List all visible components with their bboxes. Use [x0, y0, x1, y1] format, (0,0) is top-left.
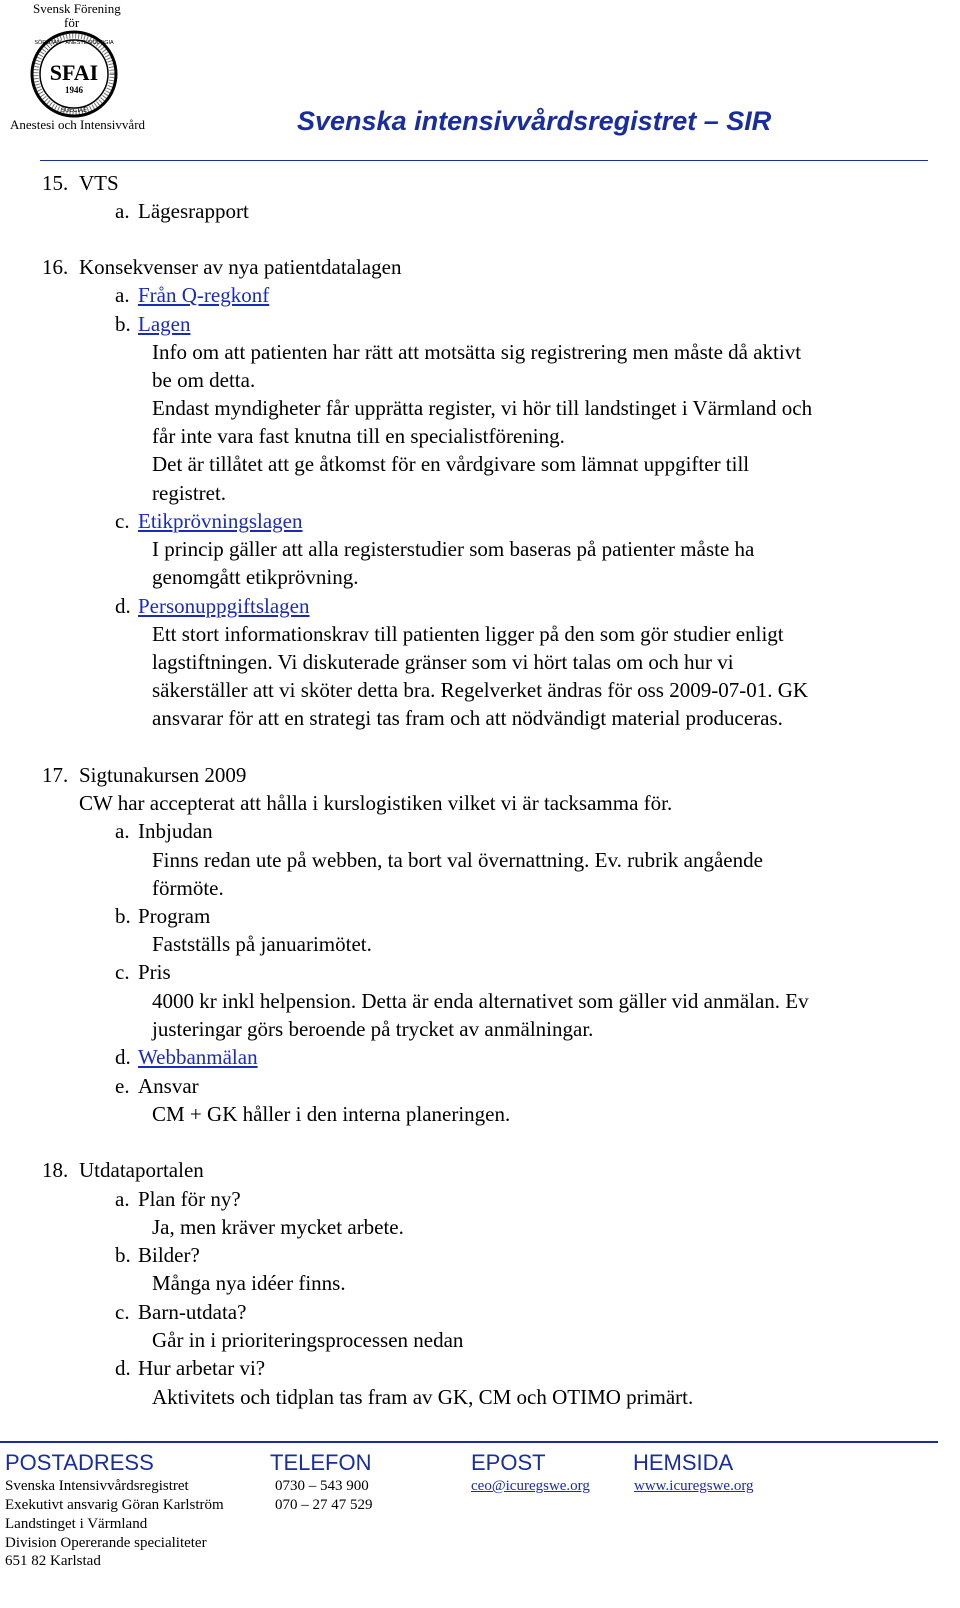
- footer-address-line: Division Opererande specialiteter: [5, 1535, 207, 1551]
- sub-item-title: Plan för ny?: [138, 1187, 241, 1211]
- sub-item-letter: c.: [115, 960, 130, 984]
- footer-website-link[interactable]: www.icuregswe.org: [634, 1478, 754, 1494]
- paragraph-line: får inte vara fast knutna till en specialistförening.: [152, 424, 565, 448]
- seal-year-text: 1946: [65, 85, 83, 95]
- footer-heading-hemsida: HEMSIDA: [633, 1450, 734, 1475]
- paragraph-line: justeringar görs beroende på trycket av anmälningar.: [152, 1017, 594, 1041]
- paragraph-line: be om detta.: [152, 368, 256, 392]
- paragraph-line: Finns redan ute på webben, ta bort val övernattning. Ev. rubrik angående: [152, 848, 763, 872]
- paragraph-line: säkerställer att vi sköter detta bra. Regelverket ändras för oss 2009-07-01. GK: [152, 678, 809, 702]
- logo-caption: Anestesi och Intensivvård: [10, 117, 146, 132]
- item-number: 15.: [42, 171, 69, 195]
- paragraph-line: Fastställs på januarimötet.: [152, 932, 372, 956]
- sub-item-letter: b.: [115, 904, 131, 928]
- link-fran-q-regkonf[interactable]: Från Q-regkonf: [138, 283, 270, 307]
- sub-item-letter: b.: [115, 312, 131, 336]
- footer-address-line: Landstinget i Värmland: [5, 1516, 148, 1532]
- sub-item-title: Hur arbetar vi?: [138, 1356, 266, 1380]
- section-heading: Konsekvenser av nya patientdatalagen: [79, 255, 402, 279]
- sub-item-title: Pris: [138, 960, 171, 984]
- footer-heading-telefon: TELEFON: [270, 1450, 372, 1475]
- seal-ring-text: SÖRUTAN · ANESTESIOLOGIA: [34, 40, 114, 46]
- footer-heading-postadress: POSTADRESS: [5, 1450, 154, 1475]
- sub-item-letter: c.: [115, 1300, 130, 1324]
- sub-item-title: Program: [138, 904, 211, 928]
- paragraph-line: Många nya idéer finns.: [152, 1271, 346, 1295]
- paragraph-line: I princip gäller att alla registerstudier som baseras på patienter måste ha: [152, 537, 755, 561]
- section-heading: Sigtunakursen 2009: [79, 763, 247, 787]
- footer-divider: [0, 1441, 938, 1443]
- footer-phone: 0730 – 543 900: [275, 1478, 369, 1494]
- sub-item-letter: a.: [115, 819, 130, 843]
- item-number: 17.: [42, 763, 69, 787]
- link-personuppgiftslagen[interactable]: Personuppgiftslagen: [138, 594, 310, 618]
- sub-item-letter: b.: [115, 1243, 131, 1267]
- link-etikprovningslagen[interactable]: Etikprövningslagen: [138, 509, 303, 533]
- logo-org-name-line1: Svensk Förening: [33, 1, 121, 16]
- paragraph-line: förmöte.: [152, 876, 224, 900]
- section-heading: VTS: [79, 171, 119, 195]
- sub-item-letter: a.: [115, 283, 130, 307]
- footer-address-line: Svenska Intensivvårdsregistret: [5, 1478, 189, 1494]
- footer-heading-epost: EPOST: [471, 1450, 546, 1475]
- sub-item-letter: d.: [115, 1356, 131, 1380]
- item-number: 16.: [42, 255, 69, 279]
- sub-item-title: Inbjudan: [138, 819, 213, 843]
- sub-item-letter: a.: [115, 199, 130, 223]
- paragraph-line: CM + GK håller i den interna planeringen.: [152, 1102, 511, 1126]
- paragraph-line: 4000 kr inkl helpension. Detta är enda alternativet som gäller vid anmälan. Ev: [152, 989, 809, 1013]
- sub-item-title: Bilder?: [138, 1243, 200, 1267]
- paragraph-line: genomgått etikprövning.: [152, 565, 359, 589]
- section-heading: Utdataportalen: [79, 1158, 204, 1182]
- seal-center-text: SFAI: [49, 60, 99, 85]
- sub-item-letter: d.: [115, 1045, 131, 1069]
- footer-address-line: Exekutivt ansvarig Göran Karlström: [5, 1497, 224, 1513]
- sub-item-letter: c.: [115, 509, 130, 533]
- paragraph-line: Det är tillåtet att ge åtkomst för en vårdgivare som lämnat uppgifter till: [152, 452, 750, 476]
- paragraph-line: lagstiftningen. Vi diskuterade gränser som vi hört talas om och hur vi: [152, 650, 734, 674]
- paragraph-line: Går in i prioriteringsprocessen nedan: [152, 1328, 464, 1352]
- logo-org-name-line2: för: [64, 15, 80, 30]
- seal-sub-text: SUECIAE: [60, 108, 88, 114]
- section-intro: CW har accepterat att hålla i kurslogistiken vilket vi är tacksamma för.: [79, 791, 673, 815]
- footer-email-link[interactable]: ceo@icuregswe.org: [471, 1478, 590, 1494]
- item-number: 18.: [42, 1158, 69, 1182]
- sfai-seal-logo: [30, 30, 118, 118]
- paragraph-line: Ett stort informationskrav till patienten ligger på den som gör studier enligt: [152, 622, 784, 646]
- paragraph-line: Aktivitets och tidplan tas fram av GK, CM och OTIMO primärt.: [152, 1385, 694, 1409]
- document-header-title: Svenska intensivvårdsregistret – SIR: [297, 106, 772, 136]
- sub-item-letter: a.: [115, 1187, 130, 1211]
- paragraph-line: ansvarar för att en strategi tas fram och att nödvändigt material produceras.: [152, 706, 783, 730]
- sub-item-title: Barn-utdata?: [138, 1300, 247, 1324]
- paragraph-line: Ja, men kräver mycket arbete.: [152, 1215, 404, 1239]
- sub-item-title: Lägesrapport: [138, 199, 249, 223]
- link-lagen[interactable]: Lagen: [138, 312, 191, 336]
- sub-item-title: Ansvar: [138, 1074, 199, 1098]
- link-webbanmalan[interactable]: Webbanmälan: [138, 1045, 258, 1069]
- sub-item-letter: d.: [115, 594, 131, 618]
- header-divider: [40, 160, 928, 161]
- paragraph-line: registret.: [152, 481, 227, 505]
- paragraph-line: Endast myndigheter får upprätta register, vi hör till landstinget i Värmland och: [152, 396, 813, 420]
- footer-address-line: 651 82 Karlstad: [5, 1553, 101, 1569]
- footer-phone: 070 – 27 47 529: [275, 1497, 373, 1513]
- paragraph-line: Info om att patienten har rätt att motsätta sig registrering men måste då aktivt: [152, 340, 802, 364]
- sub-item-letter: e.: [115, 1074, 130, 1098]
